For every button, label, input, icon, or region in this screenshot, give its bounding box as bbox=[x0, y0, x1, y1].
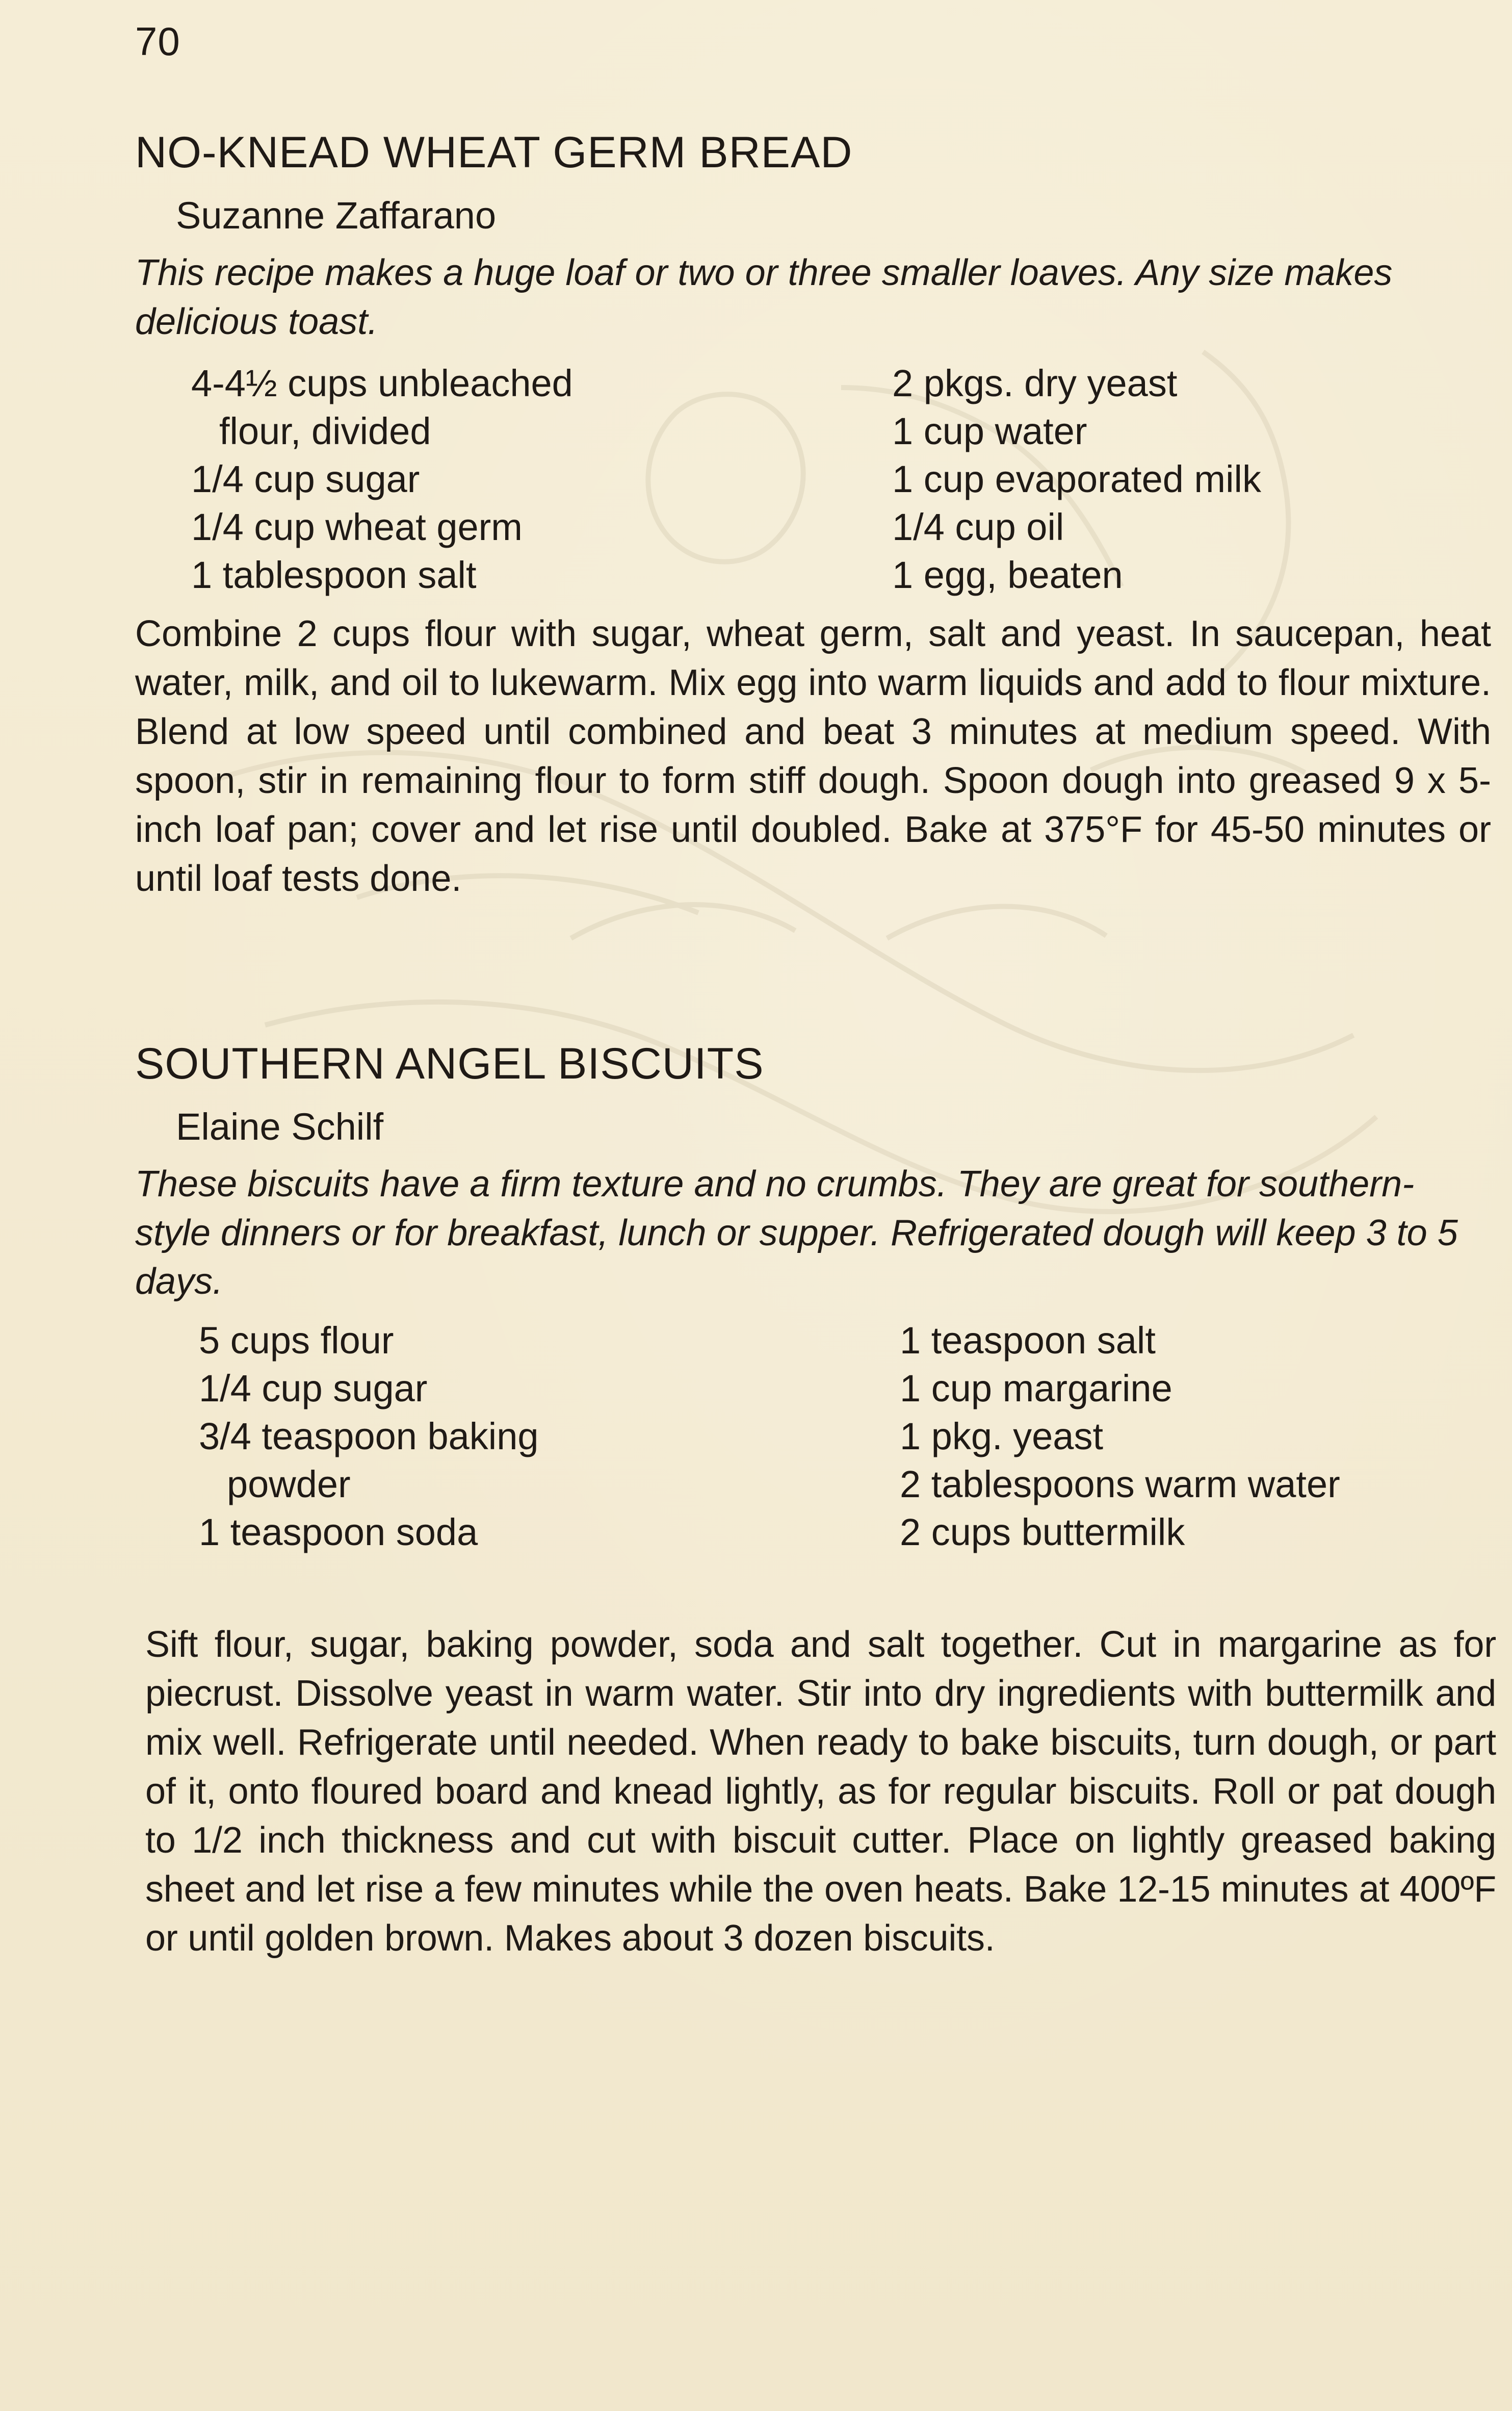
recipe-author: Suzanne Zaffarano bbox=[176, 194, 497, 237]
ingredient-line: flour, divided bbox=[219, 410, 431, 453]
ingredient-column-right bbox=[892, 360, 1261, 599]
recipe-intro: This recipe makes a huge loaf or two or three smaller loaves. Any size makes delicious toast. bbox=[135, 252, 1393, 342]
ingredient-line: 2 cups buttermilk bbox=[900, 1511, 1185, 1554]
ingredient-line: 1 egg, beaten bbox=[892, 554, 1123, 597]
ingredient-line: 1 tablespoon salt bbox=[191, 554, 477, 597]
recipe-method: Sift flour, sugar, baking powder, soda and salt together. Cut in margarine as for piecrust. Dissolve yeast in warm water. Stir into dry ingredients with buttermilk and mix well. Refrigerate until needed. When ready to bake biscuits, turn dough, or part of it, onto floured board and knead lightly, as for regular biscuits. Roll or pat dough to 1/2 inch thickness and cut with biscuit cutter. Place on lightly greased baking sheet and let rise a few minutes while the oven heats. Bake 12-15 minutes at 400ºF or until golden brown. Makes about 3 dozen biscuits. bbox=[145, 1624, 1496, 1959]
ingredient-line: 1/4 cup sugar bbox=[191, 458, 420, 501]
ingredient-line: 1/4 cup sugar bbox=[199, 1367, 428, 1410]
recipe-method: Combine 2 cups flour with sugar, wheat germ, salt and yeast. In saucepan, heat water, milk, and oil to lukewarm. Mix egg into warm liquids and add to flour mixture. Blend at low speed until combined and beat 3 minutes at medium speed. With spoon, stir in remaining flour to form stiff dough. Spoon dough into greased 9 x 5-inch loaf pan; cover and let rise until doubled. Bake at 375°F for 45-50 minutes or until loaf tests done. bbox=[135, 613, 1491, 900]
ingredient-line: 2 pkgs. dry yeast bbox=[892, 362, 1178, 405]
ingredient-line: 1/4 cup oil bbox=[892, 506, 1064, 549]
ingredient-list bbox=[135, 1317, 1491, 1561]
recipe-title: SOUTHERN ANGEL BISCUITS bbox=[135, 1039, 764, 1088]
ingredient-line: 2 tablespoons warm water bbox=[900, 1463, 1340, 1506]
ingredient-line: 1 cup water bbox=[892, 410, 1087, 453]
ingredient-line: 1 cup margarine bbox=[900, 1367, 1172, 1410]
recipe-title: NO-KNEAD WHEAT GERM BREAD bbox=[135, 128, 853, 177]
recipe-southern-angel-biscuits bbox=[135, 1038, 1496, 1963]
ingredient-line: 1 teaspoon salt bbox=[900, 1319, 1156, 1362]
ingredient-line: 5 cups flour bbox=[199, 1319, 394, 1362]
ingredient-line: 4-4½ cups unbleached bbox=[191, 362, 573, 405]
ingredient-line: 1 cup evaporated milk bbox=[892, 458, 1261, 501]
ingredient-line: 1/4 cup wheat germ bbox=[191, 506, 523, 549]
ingredient-line: 1 teaspoon soda bbox=[199, 1511, 478, 1554]
page-number: 70 bbox=[135, 19, 180, 64]
ingredient-line: powder bbox=[227, 1463, 351, 1506]
ingredient-column-left bbox=[191, 360, 573, 599]
recipe-author: Elaine Schilf bbox=[176, 1106, 384, 1148]
recipe-no-knead-wheat-germ-bread bbox=[135, 126, 1491, 903]
ingredient-line: 3/4 teaspoon baking bbox=[199, 1415, 539, 1458]
recipe-intro: These biscuits have a firm texture and no crumbs. They are great for southern-style dinners or for breakfast, lunch or supper. Refrigerated dough will keep 3 to 5 days. bbox=[135, 1163, 1458, 1302]
ingredient-column-right bbox=[900, 1317, 1340, 1556]
ingredient-line: 1 pkg. yeast bbox=[900, 1415, 1104, 1458]
ingredient-list bbox=[135, 360, 1491, 599]
ingredient-column-left bbox=[199, 1317, 539, 1556]
